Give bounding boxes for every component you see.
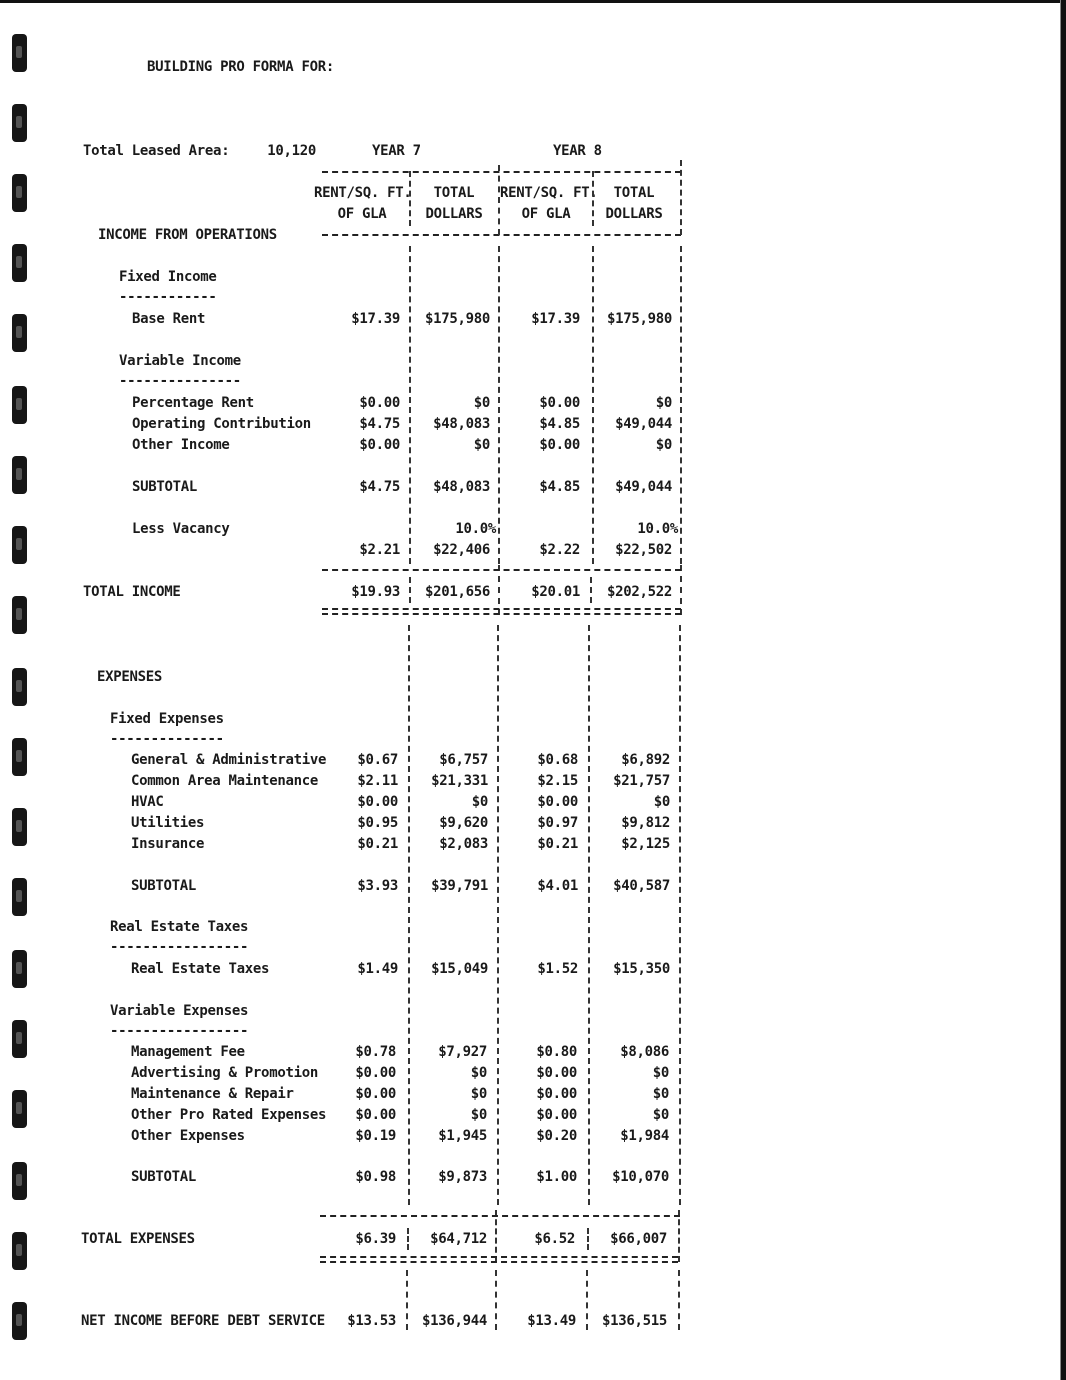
binder-hole	[12, 878, 27, 916]
expenses-section-heading: EXPENSES	[97, 669, 163, 685]
binder-hole	[12, 1090, 27, 1128]
y8-rent-cell: $1.52	[537, 961, 578, 977]
header-top-rule	[322, 171, 681, 173]
y8-rent-cell: $0.00	[536, 1107, 577, 1123]
binder-hole	[12, 668, 27, 706]
y8-rent-cell: $2.22	[539, 542, 580, 558]
y7-rent-cell: $6.39	[355, 1231, 396, 1247]
y8-rent-cell: $0.00	[539, 395, 580, 411]
y8-rent-cell: $0.68	[537, 752, 578, 768]
y7-total-cell: $48,083	[433, 479, 490, 495]
row-label: Other Expenses	[131, 1128, 245, 1144]
variable-expenses-underline: -----------------	[110, 1023, 249, 1039]
y7-rent-cell: $2.21	[359, 542, 400, 558]
y7-total-cell: $21,331	[431, 773, 488, 789]
y7-rent-cell: $13.53	[347, 1313, 396, 1329]
binder-hole	[12, 456, 27, 494]
y8-total-cell: $9,812	[621, 815, 670, 831]
column-divider	[409, 171, 411, 226]
column-divider	[678, 1270, 680, 1330]
y7-rent-cell: $3.93	[357, 878, 398, 894]
subtotal-label: SUBTOTAL	[131, 1169, 197, 1185]
variable-income-underline: ---------------	[119, 373, 241, 389]
column-divider	[678, 1210, 680, 1262]
binder-hole	[12, 314, 27, 352]
y8-rent-cell: $20.01	[531, 584, 580, 600]
fixed-income-underline: ------------	[119, 289, 217, 305]
y7-rent-cell: $0.00	[357, 794, 398, 810]
row-label: Other Pro Rated Expenses	[131, 1107, 327, 1123]
row-label: Common Area Maintenance	[131, 773, 318, 789]
y7-total-cell: $1,945	[438, 1128, 487, 1144]
y8-total-cell: $202,522	[606, 584, 672, 600]
binder-hole	[12, 34, 27, 72]
y8-rent-cell: $0.00	[539, 437, 580, 453]
y7-total-cell: $7,927	[438, 1044, 487, 1060]
row-label: Management Fee	[131, 1044, 245, 1060]
total-income-rule	[322, 569, 681, 571]
binder-hole	[12, 174, 27, 212]
y8-total-cell: $0	[653, 794, 670, 810]
y7-rent-cell: $4.75	[359, 416, 400, 432]
y8-total-cell: $0	[652, 1065, 669, 1081]
y7-total-header: TOTAL	[433, 185, 475, 201]
y7-total-cell: $6,757	[439, 752, 488, 768]
row-label: Percentage Rent	[132, 395, 254, 411]
y7-rent-cell: $19.93	[351, 584, 400, 600]
y7-rent-cell: $0.00	[355, 1086, 396, 1102]
leased-area-label: Total Leased Area:	[83, 143, 230, 159]
y8-total-cell: $0	[655, 437, 672, 453]
real-estate-taxes-heading: Real Estate Taxes	[110, 919, 249, 935]
y7-rent-cell: $2.11	[357, 773, 398, 789]
y8-rent-cell: $0.00	[536, 1065, 577, 1081]
binder-hole	[12, 596, 27, 634]
y8-total-cell: $0	[652, 1107, 669, 1123]
y8-total-cell: $49,044	[615, 416, 672, 432]
binder-hole	[12, 1302, 27, 1340]
column-divider	[409, 577, 411, 603]
fixed-expenses-underline: --------------	[110, 731, 224, 747]
year-8-label: YEAR 8	[553, 143, 602, 159]
y7-total-cell: $0	[470, 1086, 487, 1102]
y7-rent-cell: $0.21	[357, 836, 398, 852]
binder-hole	[12, 104, 27, 142]
column-divider	[409, 246, 411, 564]
y7-total-cell: $175,980	[424, 311, 490, 327]
y8-total-cell: $0	[652, 1086, 669, 1102]
column-divider	[680, 160, 682, 235]
top-edge	[0, 0, 1066, 3]
y7-rent-cell: $0.98	[355, 1169, 396, 1185]
net-income-label: NET INCOME BEFORE DEBT SERVICE	[81, 1313, 325, 1329]
row-label: Maintenance & Repair	[131, 1086, 294, 1102]
y8-rent-cell: $6.52	[534, 1231, 575, 1247]
y7-rent-header: RENT/SQ. FT.	[314, 185, 412, 201]
row-label: Advertising & Promotion	[131, 1065, 318, 1081]
binder-hole	[12, 950, 27, 988]
row-label: Real Estate Taxes	[131, 961, 270, 977]
y8-rent-cell: $0.20	[536, 1128, 577, 1144]
y8-total-cell: $136,515	[601, 1313, 667, 1329]
y7-rent-cell: $17.39	[351, 311, 400, 327]
y7-rent-cell: $4.75	[359, 479, 400, 495]
y7-total-cell: $39,791	[431, 878, 488, 894]
subtotal-label: SUBTOTAL	[132, 479, 198, 495]
binder-hole	[12, 808, 27, 846]
binder-hole	[12, 386, 27, 424]
y7-rent-cell: $0.67	[357, 752, 398, 768]
y7-total-cell: $15,049	[431, 961, 488, 977]
y8-rent-cell: $4.85	[539, 416, 580, 432]
variable-income-heading: Variable Income	[119, 353, 241, 369]
leased-area-value: 10,120	[267, 143, 316, 159]
binder-hole	[12, 1232, 27, 1270]
y8-total-cell: $1,984	[620, 1128, 669, 1144]
y7-rent-cell: $0.00	[359, 395, 400, 411]
subtotal-label: SUBTOTAL	[131, 878, 197, 894]
income-section-heading: INCOME FROM OPERATIONS	[98, 227, 277, 243]
y8-total-cell: $40,587	[613, 878, 670, 894]
row-label: Insurance	[131, 836, 205, 852]
y8-total-cell: $22,502	[615, 542, 672, 558]
y8-rent-cell: $0.00	[536, 1086, 577, 1102]
binder-hole	[12, 1020, 27, 1058]
y8-rent-cell: $17.39	[531, 311, 580, 327]
y8-rent-cell: $1.00	[536, 1169, 577, 1185]
binder-hole	[12, 1162, 27, 1200]
y7-total-cell: $0	[470, 1065, 487, 1081]
y7-total-cell: $0	[471, 794, 488, 810]
row-label: Base Rent	[132, 311, 206, 327]
real-estate-taxes-underline: -----------------	[110, 939, 249, 955]
y8-total-cell: $66,007	[610, 1231, 667, 1247]
total-expenses-label: TOTAL EXPENSES	[81, 1231, 195, 1247]
column-divider	[592, 171, 594, 226]
binder-hole	[12, 526, 27, 564]
y7-rent-header-sub: OF GLA	[337, 206, 387, 222]
column-divider	[680, 246, 682, 564]
y8-total-cell: $0	[655, 395, 672, 411]
total-expenses-rule	[320, 1215, 680, 1217]
y8-total-cell: $15,350	[613, 961, 670, 977]
year-7-label: YEAR 7	[372, 143, 421, 159]
page-title: BUILDING PRO FORMA FOR:	[147, 59, 334, 75]
binder-hole	[12, 244, 27, 282]
y7-total-cell: $48,083	[433, 416, 490, 432]
y7-rent-cell: $0.00	[359, 437, 400, 453]
fixed-income-heading: Fixed Income	[119, 269, 217, 285]
y7-total-cell: $9,873	[438, 1169, 487, 1185]
y7-total-cell: $136,944	[421, 1313, 487, 1329]
y8-rent-header: RENT/SQ. FT.	[500, 185, 598, 201]
row-label: Utilities	[131, 815, 205, 831]
vacancy-label: Less Vacancy	[132, 521, 230, 537]
y7-total-cell: $0	[473, 437, 490, 453]
y8-total-cell: $8,086	[620, 1044, 669, 1060]
y7-rent-cell: $0.00	[355, 1065, 396, 1081]
y7-vacancy-pct: 10.0%	[455, 521, 496, 537]
y8-total-cell: $2,125	[621, 836, 670, 852]
total-expenses-double-rule	[320, 1256, 678, 1263]
y7-rent-cell: $0.00	[355, 1107, 396, 1123]
y8-rent-cell: $4.85	[539, 479, 580, 495]
y7-total-cell: $9,620	[439, 815, 488, 831]
y8-vacancy-pct: 10.0%	[637, 521, 678, 537]
row-label: General & Administrative	[131, 752, 327, 768]
row-label: Operating Contribution	[132, 416, 311, 432]
y8-total-header: TOTAL	[613, 185, 655, 201]
row-label: HVAC	[131, 794, 164, 810]
y7-rent-cell: $0.95	[357, 815, 398, 831]
variable-expenses-heading: Variable Expenses	[110, 1003, 249, 1019]
total-income-label: TOTAL INCOME	[83, 584, 181, 600]
y8-rent-cell: $13.49	[527, 1313, 576, 1329]
column-divider	[679, 625, 681, 1205]
y7-total-cell: $0	[470, 1107, 487, 1123]
y8-total-cell: $175,980	[606, 311, 672, 327]
y7-total-cell: $2,083	[439, 836, 488, 852]
y7-rent-cell: $1.49	[357, 961, 398, 977]
row-label: Other Income	[132, 437, 230, 453]
y8-rent-cell: $4.01	[537, 878, 578, 894]
y7-total-cell: $64,712	[430, 1231, 487, 1247]
y8-total-cell: $6,892	[621, 752, 670, 768]
y7-total-cell: $22,406	[433, 542, 490, 558]
y8-rent-cell: $2.15	[537, 773, 578, 789]
binder-hole	[12, 738, 27, 776]
y8-total-cell: $10,070	[612, 1169, 669, 1185]
y8-rent-cell: $0.80	[536, 1044, 577, 1060]
y8-total-cell: $49,044	[615, 479, 672, 495]
y7-rent-cell: $0.19	[355, 1128, 396, 1144]
column-divider	[498, 165, 500, 235]
y8-rent-header-sub: OF GLA	[521, 206, 571, 222]
header-bottom-rule	[322, 234, 681, 236]
y8-rent-cell: $0.97	[537, 815, 578, 831]
right-edge-shade	[1060, 0, 1061, 1380]
right-edge	[1061, 0, 1066, 1380]
y7-total-header-sub: DOLLARS	[425, 206, 483, 222]
total-income-double-rule	[322, 608, 681, 615]
y7-total-cell: $201,656	[424, 584, 490, 600]
y7-total-cell: $0	[473, 395, 490, 411]
y7-rent-cell: $0.78	[355, 1044, 396, 1060]
y8-total-cell: $21,757	[613, 773, 670, 789]
y8-total-header-sub: DOLLARS	[605, 206, 663, 222]
y8-rent-cell: $0.00	[537, 794, 578, 810]
fixed-expenses-heading: Fixed Expenses	[110, 711, 224, 727]
y8-rent-cell: $0.21	[537, 836, 578, 852]
